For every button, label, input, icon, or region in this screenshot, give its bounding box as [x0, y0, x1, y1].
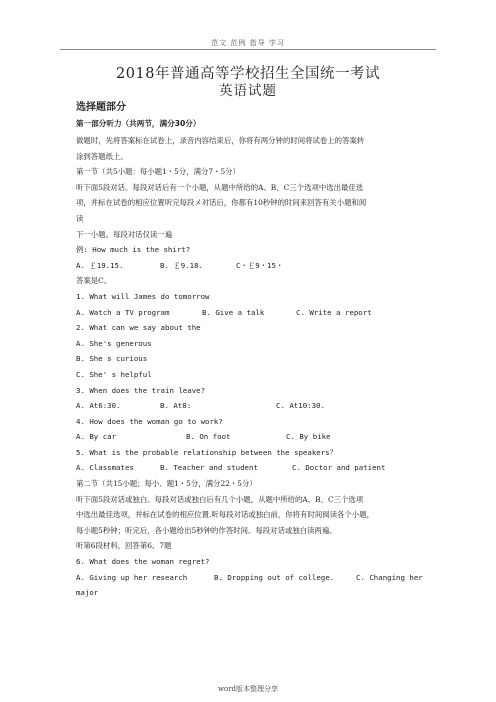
option-a: A. By car	[76, 432, 117, 442]
section-heading: 选择题部分	[76, 102, 126, 113]
question-6: 6. What does the woman regret?	[76, 557, 210, 567]
instruction-line: 涂到答题纸上。	[76, 151, 128, 161]
document-body	[76, 98, 438, 601]
option-c: C. Doctor and patient	[292, 463, 386, 473]
question-4: 4. How does the woman go to work?	[76, 416, 223, 426]
example-option-b: B. ￡9.18.	[160, 260, 203, 270]
read-once-note: 下一小题。每段对话仅读一遍	[76, 229, 173, 239]
option-a: A. At6:30.	[76, 401, 121, 411]
section-two-directions: 听下面5段对话或独白。每段对话或独白后有几个小题，从题中所给的A、B、C三个选项	[76, 494, 364, 504]
option-a: A. Watch a TV program	[76, 307, 170, 317]
page-header: 范文 范例 指导 学习	[211, 39, 285, 47]
example-option-c: C・￡9・15・	[236, 260, 284, 270]
question-2: 2. What can we say about the	[76, 323, 201, 333]
option-b: B. On foot	[186, 432, 231, 442]
option-c: C. She' s helpful	[76, 369, 152, 379]
section-two-directions: 中选出最佳选项，并标在试卷的相应位置.听每段对话或独白前，你将有时间阅读各个小题，	[76, 510, 374, 520]
section-one-heading: 第一节（共5小题：每小题1・5分，满分7・5分）	[76, 167, 240, 177]
section-one-directions: 读	[76, 213, 84, 223]
question-3: 3. When does the train leave?	[76, 385, 206, 395]
question-3-options	[76, 398, 438, 414]
option-b: B. Dropping out of college.	[214, 572, 335, 582]
option-b: B. Give a talk	[202, 307, 265, 317]
exam-subtitle: 英语试题	[219, 83, 277, 99]
option-b: B. Teacher and student	[160, 463, 258, 473]
option-c: C. At10:30.	[276, 401, 325, 411]
page-footer: word版本整理分享	[217, 685, 279, 693]
option-c: C. Write a report	[296, 307, 372, 317]
option-c-continued: major	[76, 588, 99, 598]
question-1: 1. What will James do tomorrow	[76, 291, 210, 301]
option-c: C. Changing her	[356, 572, 423, 582]
header-divider	[60, 49, 436, 50]
section-two-heading: 第二节（共15小题；每小、题1・5分，满分22・5分）	[76, 479, 257, 489]
section-two-directions: 每小题5秒钟；听完后，各小题给出5秒钟的作答时间。每段对话或独白读两遍。	[76, 525, 337, 535]
option-a: A. She's generous	[76, 338, 152, 348]
section-one-directions: 项，并标在试卷的相应位置听完每段メ对话后，你都有10秒钟的时间来回答有关小题和阅	[76, 198, 367, 208]
example-options	[76, 258, 438, 274]
question-6-options	[76, 570, 438, 586]
material-6-note: 听第6段材料，回答第6、7题	[76, 541, 172, 551]
question-1-options	[76, 305, 438, 321]
example-option-a: A. ￡19.15.	[76, 260, 124, 270]
question-4-options	[76, 429, 438, 445]
question-5-options	[76, 460, 438, 476]
exam-title: 2018年普通高等学校招生全国统一考试	[116, 66, 380, 82]
question-5: 5. What is the probable relationship between the speakers？	[76, 447, 338, 457]
part-heading: 第一部分听力（共两节，满分30分）	[76, 119, 201, 128]
example-question: 例: How much is the shirt?	[76, 245, 191, 255]
option-a: A. Giving up her research	[76, 572, 188, 582]
option-b: B. At8:	[160, 401, 192, 411]
option-b: B. She s curious	[76, 354, 148, 364]
option-c: C. By bike	[286, 432, 331, 442]
instruction-line: 做题时，先将答案标在试卷上，录音内容结束后，你将有两分钟的时间将试卷上的答案转	[76, 136, 365, 145]
section-one-directions: 听下面5段对话。每段对话后有一个小题，从题中所给的A、B、C三个选项中选出最佳选	[76, 182, 364, 192]
example-answer: 答案是C。	[76, 276, 112, 286]
option-a: A. Classmates	[76, 463, 134, 473]
